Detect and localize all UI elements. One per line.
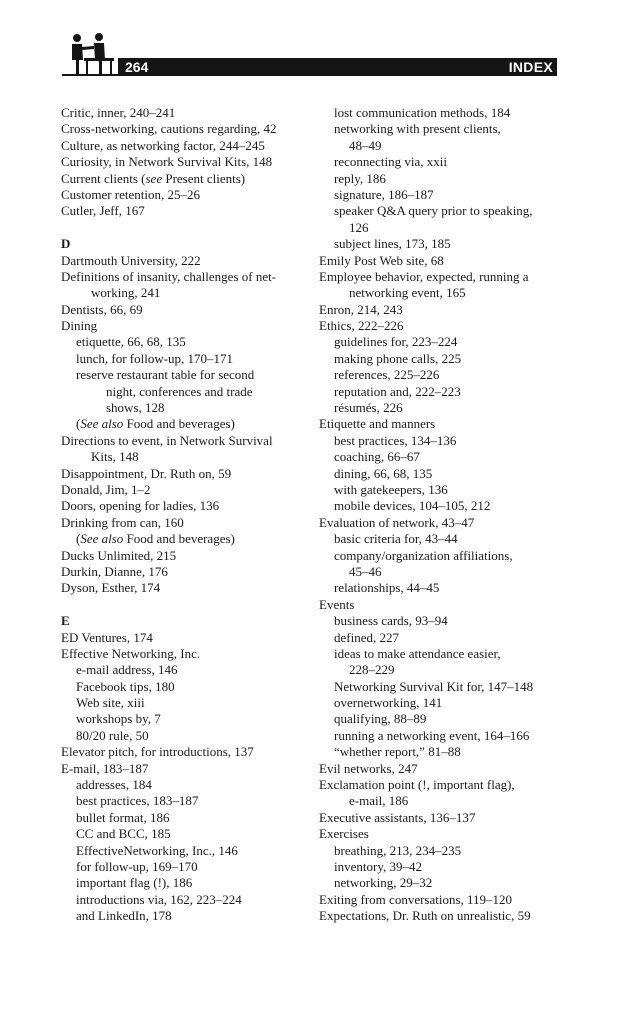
running-header — [60, 30, 557, 78]
index-entry: (See also Food and beverages) — [76, 416, 235, 432]
index-entry: Etiquette and manners — [319, 416, 436, 432]
index-entry: Donald, Jim, 1–2 — [61, 481, 151, 497]
index-entry: e-mail address, 146 — [76, 662, 178, 678]
index-entry: working, 241 — [91, 285, 161, 301]
index-entry: Cross-networking, cautions regarding, 42 — [61, 121, 277, 137]
index-entry: Ducks Unlimited, 215 — [61, 547, 177, 563]
index-entry: Evil networks, 247 — [319, 760, 418, 776]
index-entry: Customer retention, 25–26 — [61, 186, 201, 202]
index-entry: etiquette, 66, 68, 135 — [76, 334, 186, 350]
index-entry: reconnecting via, xxii — [334, 154, 447, 170]
index-entry: e-mail, 186 — [349, 793, 409, 809]
index-entry: Web site, xiii — [76, 695, 145, 711]
index-entry: Effective Networking, Inc. — [61, 645, 201, 661]
index-entry: reserve restaurant table for second — [76, 367, 255, 383]
index-entry: Executive assistants, 136–137 — [319, 809, 476, 825]
index-entry: (See also Food and beverages) — [76, 531, 235, 547]
index-entry: Expectations, Dr. Ruth on unrealistic, 59 — [319, 908, 531, 924]
index-entry: inventory, 39–42 — [334, 858, 422, 874]
handshake-logo-icon — [60, 30, 120, 76]
index-letter-heading: D — [61, 236, 71, 252]
index-entry: ED Ventures, 174 — [61, 629, 153, 645]
index-entry: Doors, opening for ladies, 136 — [61, 498, 220, 514]
index-entry: addresses, 184 — [76, 777, 152, 793]
index-entry: overnetworking, 141 — [334, 695, 443, 711]
index-entry: Ethics, 222–226 — [319, 318, 404, 334]
index-entry: Networking Survival Kit for, 147–148 — [334, 678, 534, 694]
section-title: INDEX — [508, 59, 553, 75]
index-entry: Enron, 214, 243 — [319, 301, 403, 317]
index-entry: signature, 186–187 — [334, 186, 434, 202]
index-entry: Disappointment, Dr. Ruth on, 59 — [61, 465, 232, 481]
index-entry: important flag (!), 186 — [76, 875, 193, 891]
index-entry: E-mail, 183–187 — [61, 760, 149, 776]
index-entry: company/organization affiliations, — [334, 547, 513, 563]
index-entry: Directions to event, in Network Survival — [61, 432, 273, 448]
index-entry: networking with present clients, — [334, 121, 501, 137]
index-gap — [61, 597, 311, 613]
index-entry: introductions via, 162, 223–224 — [76, 891, 242, 907]
index-entry: Cutler, Jeff, 167 — [61, 203, 145, 219]
page-number: 264 — [125, 59, 149, 75]
index-entry: coaching, 66–67 — [334, 449, 420, 465]
index-entry: bullet format, 186 — [76, 809, 170, 825]
index-entry: with gatekeepers, 136 — [334, 481, 448, 497]
index-entry: business cards, 93–94 — [334, 613, 448, 629]
index-entry: Curiosity, in Network Survival Kits, 148 — [61, 154, 273, 170]
index-entry: workshops by, 7 — [76, 711, 161, 727]
index-entry: Dyson, Esther, 174 — [61, 580, 161, 596]
index-entry: speaker Q&A query prior to speaking, — [334, 203, 533, 219]
index-entry: defined, 227 — [334, 629, 399, 645]
index-entry: subject lines, 173, 185 — [334, 236, 451, 252]
index-entry: for follow-up, 169–170 — [76, 858, 198, 874]
index-entry: qualifying, 88–89 — [334, 711, 427, 727]
index-entry: Exclamation point (!, important flag), — [319, 777, 515, 793]
index-letter-heading: E — [61, 613, 70, 629]
index-entry: 80/20 rule, 50 — [76, 727, 149, 743]
index-entry: lost communication methods, 184 — [334, 105, 511, 120]
index-entry: best practices, 134–136 — [334, 432, 457, 448]
index-entry: Definitions of insanity, challenges of net- — [61, 268, 277, 284]
index-entry: dining, 66, 68, 135 — [334, 465, 433, 481]
index-entry: Current clients (see Present clients) — [61, 170, 246, 186]
index-entry: shows, 128 — [106, 400, 165, 416]
index-entry: ideas to make attendance easier, — [334, 645, 501, 661]
index-entry: 228–229 — [349, 662, 395, 678]
index-entry: Dartmouth University, 222 — [61, 252, 201, 268]
index-entry: mobile devices, 104–105, 212 — [334, 498, 491, 514]
index-entry: networking, 29–32 — [334, 875, 433, 891]
index-column-right — [319, 105, 569, 925]
index-entry: making phone calls, 225 — [334, 350, 462, 366]
index-column-left — [61, 105, 311, 925]
index-entry: Culture, as networking factor, 244–245 — [61, 137, 265, 153]
index-entry: Drinking from can, 160 — [61, 514, 184, 530]
index-entry: Kits, 148 — [91, 449, 139, 465]
index-entry: guidelines for, 223–224 — [334, 334, 458, 350]
index-entry: résumés, 226 — [334, 400, 403, 416]
index-entry: 126 — [349, 219, 369, 235]
index-entry: Durkin, Dianne, 176 — [61, 563, 168, 579]
index-entry: running a networking event, 164–166 — [334, 727, 530, 743]
index-entry: Dining — [61, 318, 98, 334]
index-entry: Employee behavior, expected, running a — [319, 268, 529, 284]
index-entry: lunch, for follow-up, 170–171 — [76, 350, 234, 366]
index-entry: Exiting from conversations, 119–120 — [319, 891, 513, 907]
index-entry: Events — [319, 596, 355, 612]
index-entry: CC and BCC, 185 — [76, 826, 171, 842]
index-entry: Facebook tips, 180 — [76, 678, 175, 694]
index-entry: breathing, 213, 234–235 — [334, 842, 462, 858]
index-entry: Critic, inner, 240–241 — [61, 105, 176, 120]
index-entry: 45–46 — [349, 563, 382, 579]
index-entry: relationships, 44–45 — [334, 580, 440, 596]
index-entry: EffectiveNetworking, Inc., 146 — [76, 842, 238, 858]
index-entry: Elevator pitch, for introductions, 137 — [61, 744, 254, 760]
index-entry: Exercises — [319, 826, 369, 842]
index-entry: best practices, 183–187 — [76, 793, 199, 809]
index-entry: reply, 186 — [334, 170, 386, 186]
header-bar — [118, 58, 557, 76]
index-entry: and LinkedIn, 178 — [76, 908, 172, 924]
index-entry: Emily Post Web site, 68 — [319, 252, 444, 268]
index-entry: reputation and, 222–223 — [334, 383, 461, 399]
index-entry: references, 225–226 — [334, 367, 440, 383]
index-entry: night, conferences and trade — [106, 383, 253, 399]
index-entry: Dentists, 66, 69 — [61, 301, 143, 317]
index-entry: basic criteria for, 43–44 — [334, 531, 458, 547]
index-gap — [61, 220, 311, 236]
index-entry: “whether report,” 81–88 — [334, 744, 461, 760]
index-entry: networking event, 165 — [349, 285, 466, 301]
index-entry: Evaluation of network, 43–47 — [319, 514, 475, 530]
index-entry: 48–49 — [349, 137, 382, 153]
